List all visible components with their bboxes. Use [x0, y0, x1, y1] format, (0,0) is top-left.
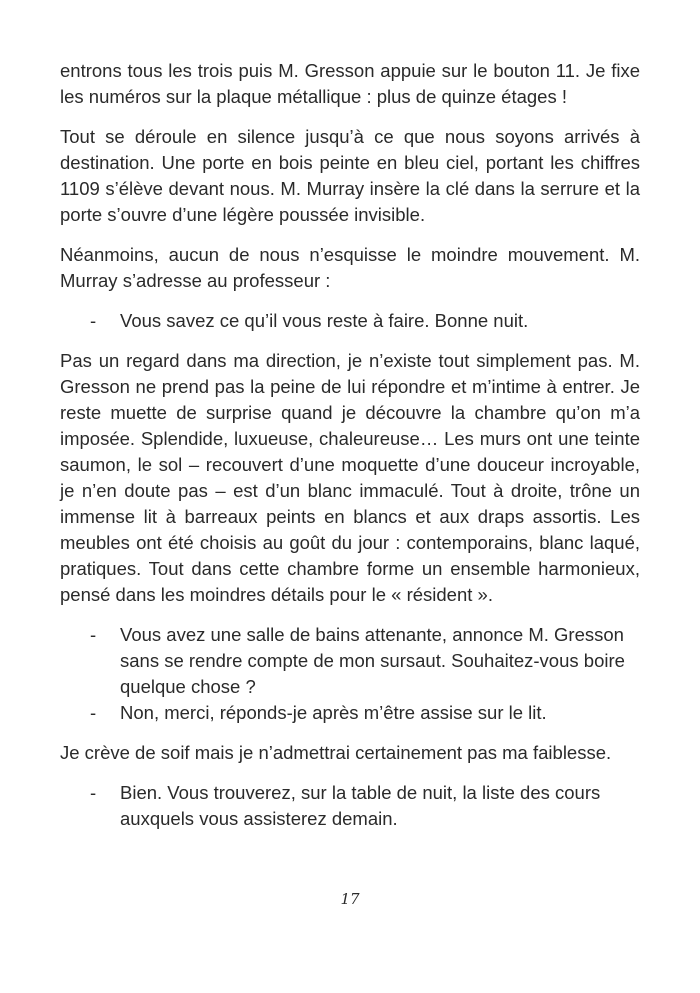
- dialogue-dash: -: [90, 310, 97, 331]
- dialogue-line: [60, 308, 640, 334]
- dialogue-line: [60, 700, 640, 726]
- dialogue-line: [60, 780, 640, 832]
- dialogue-dash: -: [90, 624, 97, 645]
- dialogue-dash: -: [90, 702, 97, 723]
- dialogue-text: Non, merci, réponds-je après m’être assise sur le lit.: [120, 702, 547, 723]
- dialogue-dash: -: [90, 782, 97, 803]
- dialogue-block: [60, 622, 640, 726]
- paragraph: Tout se déroule en silence jusqu’à ce que nous soyons arrivés à destination. Une porte en bois peinte en bleu ciel, portant les chiffres 1109 s’élève devant nous. M. Murray insère la clé dans la serrure et la porte s’ouvre d’une légère poussée invisible.: [60, 126, 640, 225]
- dialogue-text: Vous savez ce qu’il vous reste à faire. Bonne nuit.: [120, 310, 529, 331]
- dialogue-text: Bien. Vous trouverez, sur la table de nuit, la liste des cours auxquels vous assisterez demain.: [120, 782, 601, 829]
- paragraph: Pas un regard dans ma direction, je n’existe tout simplement pas. M. Gresson ne prend pas la peine de lui répondre et m’intime à entrer. Je reste muette de surprise quand je découvre la chambre qu’on m’a imposée. Splendide, luxueuse, chaleureuse… Les murs ont une teinte saumon, le sol – recouvert d’une moquette d’une douceur incroyable, je n’en doute pas – est d’un blanc immaculé. Tout à droite, trône un immense lit à barreaux peints en blancs et aux draps assortis. Les meubles ont été choisis au goût du jour : contemporains, blanc laqué, pratiques. Tout dans cette chambre forme un ensemble harmonieux, pensé dans les moindres détails pour le « résident ».: [60, 350, 640, 605]
- dialogue-block: [60, 308, 640, 334]
- dialogue-block: [60, 780, 640, 832]
- page-body: [60, 58, 640, 846]
- dialogue-text: Vous avez une salle de bains attenante, annonce M. Gresson sans se rendre compte de mon sursaut. Souhaitez-vous boire quelque chose ?: [120, 624, 625, 697]
- page-number: 17: [340, 890, 360, 908]
- paragraph: entrons tous les trois puis M. Gresson appuie sur le bouton 11. Je fixe les numéros sur la plaque métallique : plus de quinze étages !: [60, 60, 640, 107]
- dialogue-line: [60, 622, 640, 700]
- paragraph: Néanmoins, aucun de nous n’esquisse le moindre mouvement. M. Murray s’adresse au professeur :: [60, 244, 640, 291]
- paragraph: Je crève de soif mais je n’admettrai certainement pas ma faiblesse.: [60, 742, 612, 763]
